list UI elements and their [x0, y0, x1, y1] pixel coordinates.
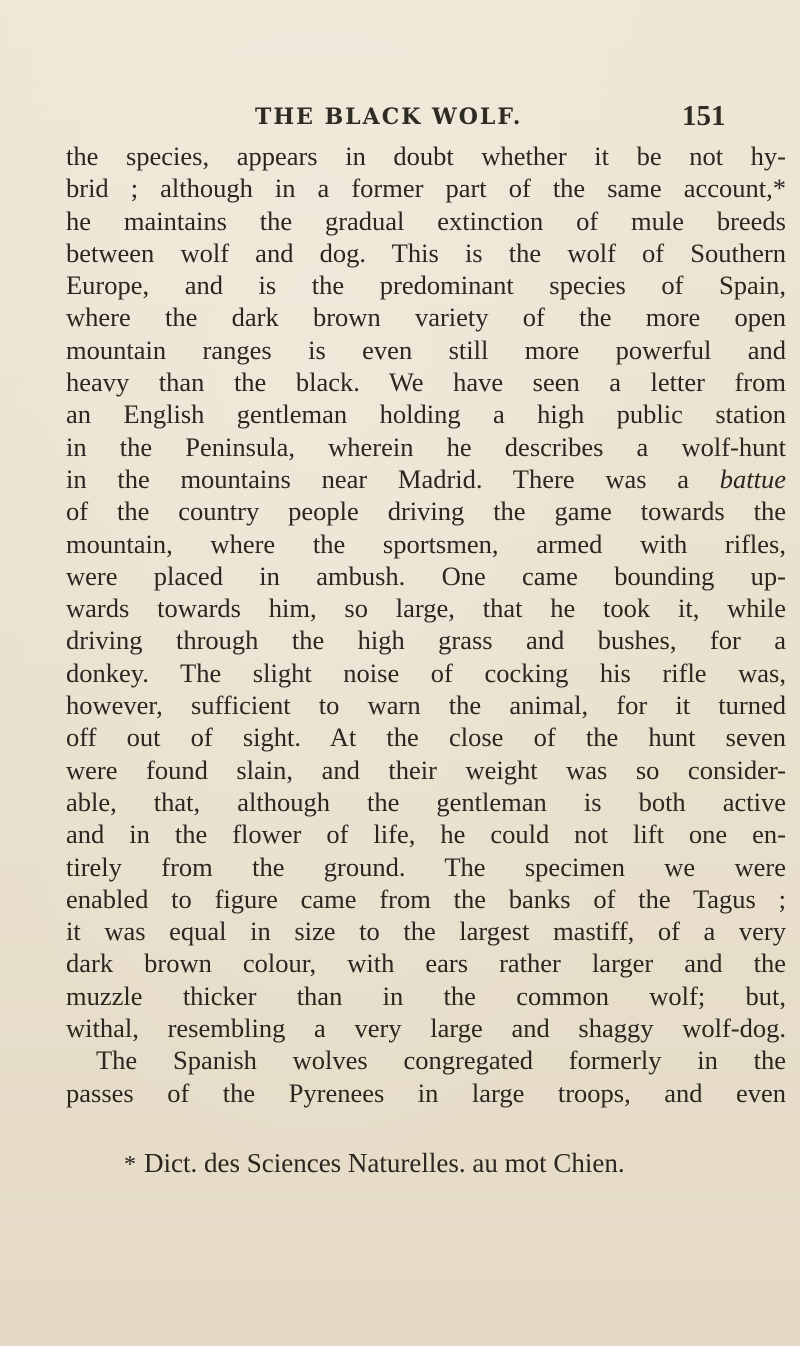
text-line: it was equal in size to the largest mastiff, of a very — [66, 916, 786, 947]
text-line: Europe, and is the predominant species of Spain, — [66, 270, 786, 301]
text-line: driving through the high grass and bushes, for a — [66, 625, 786, 656]
text-line: tirely from the ground. The specimen we were — [66, 851, 786, 882]
text-line: an English gentleman holding a high public station — [66, 399, 786, 430]
text-line: mountain, where the sportsmen, armed with rifles, — [66, 528, 786, 559]
text-line: he maintains the gradual extinction of mule breeds — [66, 205, 786, 236]
text-line: muzzle thicker than in the common wolf; but, — [66, 980, 786, 1011]
text-line: able, that, although the gentleman is both active — [66, 786, 786, 817]
text-line-battue-part: in the mountains near Madrid. There was a — [66, 463, 720, 494]
page-number: 151 — [682, 100, 726, 132]
text-line: heavy than the black. We have seen a letter from — [66, 367, 786, 398]
text-line: passes of the Pyrenees in large troops, and even — [66, 1077, 786, 1108]
italic-word: battue — [719, 463, 786, 494]
text-line: dark brown colour, with ears rather larger and the — [66, 948, 786, 979]
text-line: where the dark brown variety of the more open — [66, 302, 786, 333]
text-line: the species, appears in doubt whether it be not hy- — [66, 141, 786, 171]
text-line: in the Peninsula, wherein he describes a wolf-hunt — [66, 431, 786, 462]
running-title: THE BLACK WOLF. — [255, 104, 523, 130]
text-line: withal, resembling a very large and shaggy wolf-dog. — [66, 1013, 786, 1044]
text-line: however, sufficient to warn the animal, for it turned — [66, 690, 786, 721]
text-line: The Spanish wolves congregated formerly in the — [96, 1045, 786, 1076]
text-line: mountain ranges is even still more powerful and — [66, 334, 786, 365]
text-line: were found slain, and their weight was so consider- — [66, 754, 786, 785]
text-line: between wolf and dog. This is the wolf of Southern — [66, 237, 786, 268]
text-line-battue — [66, 463, 786, 495]
text-line: and in the flower of life, he could not lift one en- — [66, 819, 786, 850]
running-head — [0, 100, 800, 138]
text-line: wards towards him, so large, that he took it, while — [66, 593, 786, 624]
text-line: of the country people driving the game towards the — [66, 496, 786, 527]
footnote-marker: * — [124, 1152, 136, 1178]
text-line: enabled to figure came from the banks of the Tagus ; — [66, 883, 786, 914]
text-line: off out of sight. At the close of the hunt seven — [66, 722, 786, 753]
text-line: brid ; although in a former part of the same account,* — [66, 173, 786, 204]
text-line: donkey. The slight noise of cocking his rifle was, — [66, 657, 786, 688]
footnote-text: Dict. des Sciences Naturelles. au mot Chien. — [144, 1148, 625, 1178]
footnote — [124, 1144, 625, 1182]
body-text — [66, 140, 786, 1109]
text-line: were placed in ambush. One came bounding up- — [66, 560, 786, 591]
